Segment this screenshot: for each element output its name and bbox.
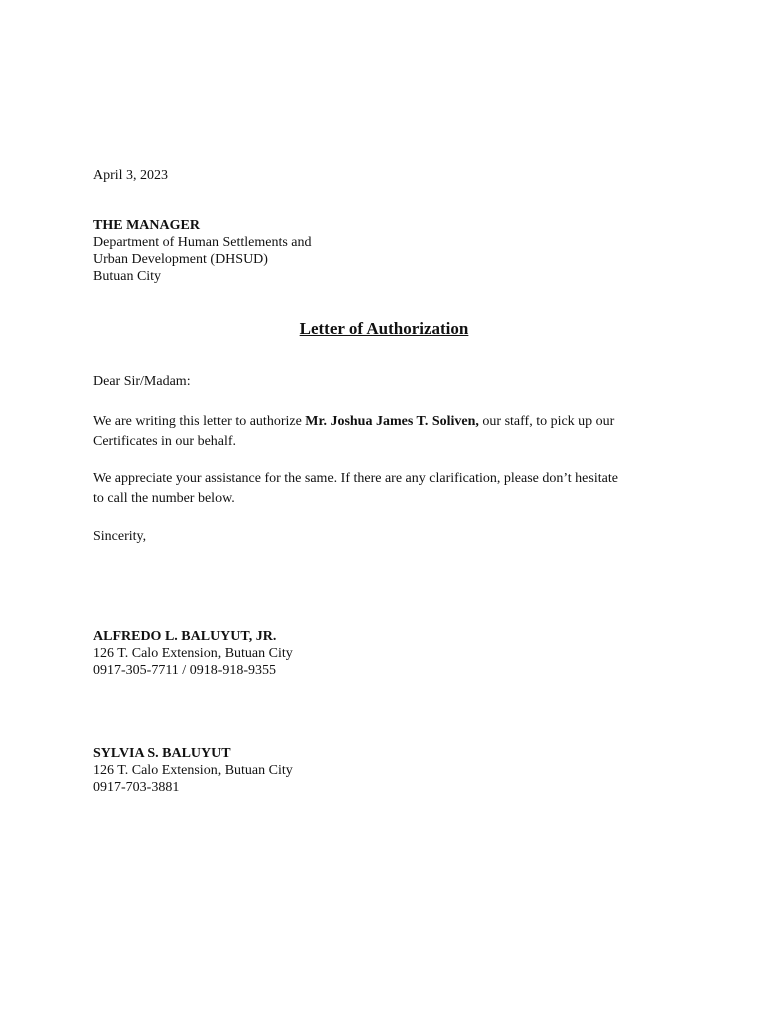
signatory-name: SYLVIA S. BALUYUT xyxy=(93,746,231,761)
paragraph-2-line-2: to call the number below. xyxy=(93,491,235,506)
letter-date xyxy=(93,167,693,184)
signatory-phone: 0917-703-3881 xyxy=(93,780,180,795)
closing xyxy=(93,528,693,545)
recipient-line-3: Butuan City xyxy=(93,269,162,284)
signatory-block xyxy=(93,628,693,679)
body-paragraph-2 xyxy=(93,469,693,509)
paragraph-2-line-1: We appreciate your assistance for the same. If there are any clarification, please don’t hesitate xyxy=(93,471,618,486)
recipient-line-2: Urban Development (DHSUD) xyxy=(93,252,268,267)
recipient-block xyxy=(93,217,693,285)
paragraph-1-text-before: We are writing this letter to authorize xyxy=(93,414,306,429)
heading-text: Letter of Authorization xyxy=(299,319,469,338)
body-paragraph-1 xyxy=(93,412,693,452)
recipient-line-1: Department of Human Settlements and xyxy=(93,235,312,250)
paragraph-1-text-after: our staff, to pick up our xyxy=(478,414,615,429)
signatory-address: 126 T. Calo Extension, Butuan City xyxy=(93,763,293,778)
salutation-text: Dear Sir/Madam: xyxy=(93,374,191,389)
paragraph-1-line-1 xyxy=(93,412,693,432)
salutation xyxy=(93,373,693,390)
paragraph-1-line-2: Certificates in our behalf. xyxy=(93,434,237,449)
closing-text: Sincerity, xyxy=(93,529,147,544)
signatory-phone: 0917-305-7711 / 0918-918-9355 xyxy=(93,663,277,678)
signatory-name: ALFREDO L. BALUYUT, JR. xyxy=(93,629,277,644)
letter-heading xyxy=(0,319,768,339)
signatory-block xyxy=(93,745,693,796)
authorized-person-name: Mr. Joshua James T. Soliven, xyxy=(305,414,479,429)
date-text: April 3, 2023 xyxy=(93,168,169,183)
signatory-address: 126 T. Calo Extension, Butuan City xyxy=(93,646,293,661)
recipient-title: THE MANAGER xyxy=(93,218,200,233)
